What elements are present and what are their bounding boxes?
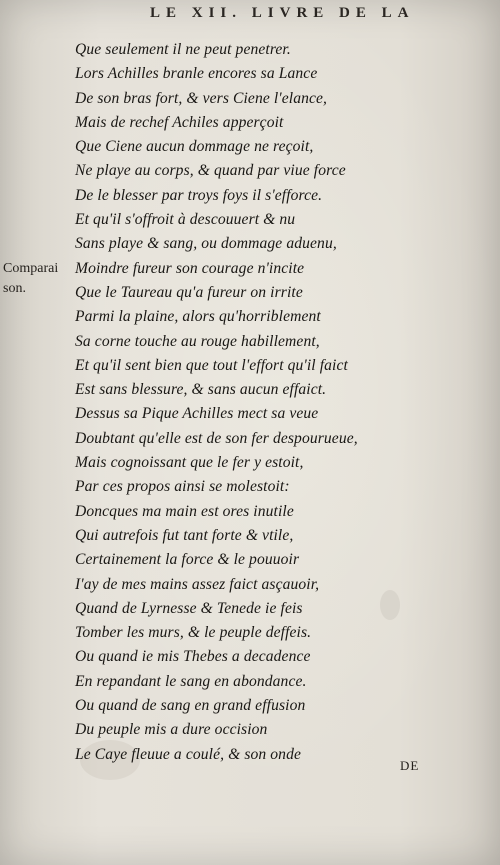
verse-line: Le Caye fleuue a coulé, & son onde	[75, 745, 301, 763]
verse-line: Que Ciene aucun dommage ne reçoit,	[75, 138, 314, 156]
verse-line: Que seulement il ne peut penetrer.	[75, 41, 291, 58]
verse-line: Qui autrefois fut tant forte & vtile,	[75, 526, 294, 544]
margin-note-line: son.	[3, 281, 26, 296]
verse-text	[75, 38, 475, 767]
verse-line: Ou quand de sang en grand effusion	[75, 697, 306, 715]
verse-line: Tomber les murs, & le peuple deffeis.	[75, 624, 312, 642]
verse-line: Moindre fureur son courage n'incite	[75, 259, 305, 277]
verse-line: En repandant le sang en abondance.	[75, 672, 307, 690]
verse-line: Du peuple mis a dure occision	[75, 721, 268, 739]
verse-line: Mais de rechef Achiles apperçoit	[75, 113, 284, 131]
verse-line: Parmi la plaine, alors qu'horriblement	[75, 308, 321, 326]
verse-line: Certainement la force & le pouuoir	[75, 551, 300, 569]
verse-line: Doubtant qu'elle est de son fer despourueue,	[75, 429, 358, 447]
verse-line: Ne playe au corps, & quand par viue force	[75, 162, 346, 180]
verse-line: Lors Achilles branle encores sa Lance	[75, 65, 318, 83]
catchword: DE	[400, 758, 420, 773]
margin-note	[3, 259, 58, 299]
verse-line: I'ay de mes mains assez faict asçauoir,	[75, 575, 320, 593]
verse-line: Ou quand ie mis Thebes a decadence	[75, 648, 311, 666]
verse-line: Sa corne touche au rouge habillement,	[75, 332, 320, 350]
verse-line: Et qu'il sent bien que tout l'effort qu'il faict	[75, 356, 348, 374]
margin-note-line: Comparai	[3, 261, 59, 276]
verse-line: Sans playe & sang, ou dommage aduenu,	[75, 235, 337, 253]
verse-line: Et qu'il s'offroit à descouuert & nu	[75, 211, 296, 229]
verse-line: De le blesser par troys foys il s'efforce.	[75, 186, 323, 204]
verse-line: Mais cognoissant que le fer y estoit,	[75, 454, 304, 472]
running-head: LE XII. LIVRE DE LA	[150, 5, 415, 21]
verse-line: Quand de Lyrnesse & Tenede ie feis	[75, 599, 303, 617]
verse-line: Est sans blessure, & sans aucun effaict.	[75, 381, 327, 399]
verse-line: De son bras fort, & vers Ciene l'elance,	[75, 89, 328, 107]
verse-line: Dessus sa Pique Achilles mect sa veue	[75, 405, 319, 423]
verse-line: Que le Taureau qu'a fureur on irrite	[75, 283, 303, 301]
verse-line: Par ces propos ainsi se molestoit:	[75, 478, 290, 496]
verse-line: Doncques ma main est ores inutile	[75, 502, 294, 520]
